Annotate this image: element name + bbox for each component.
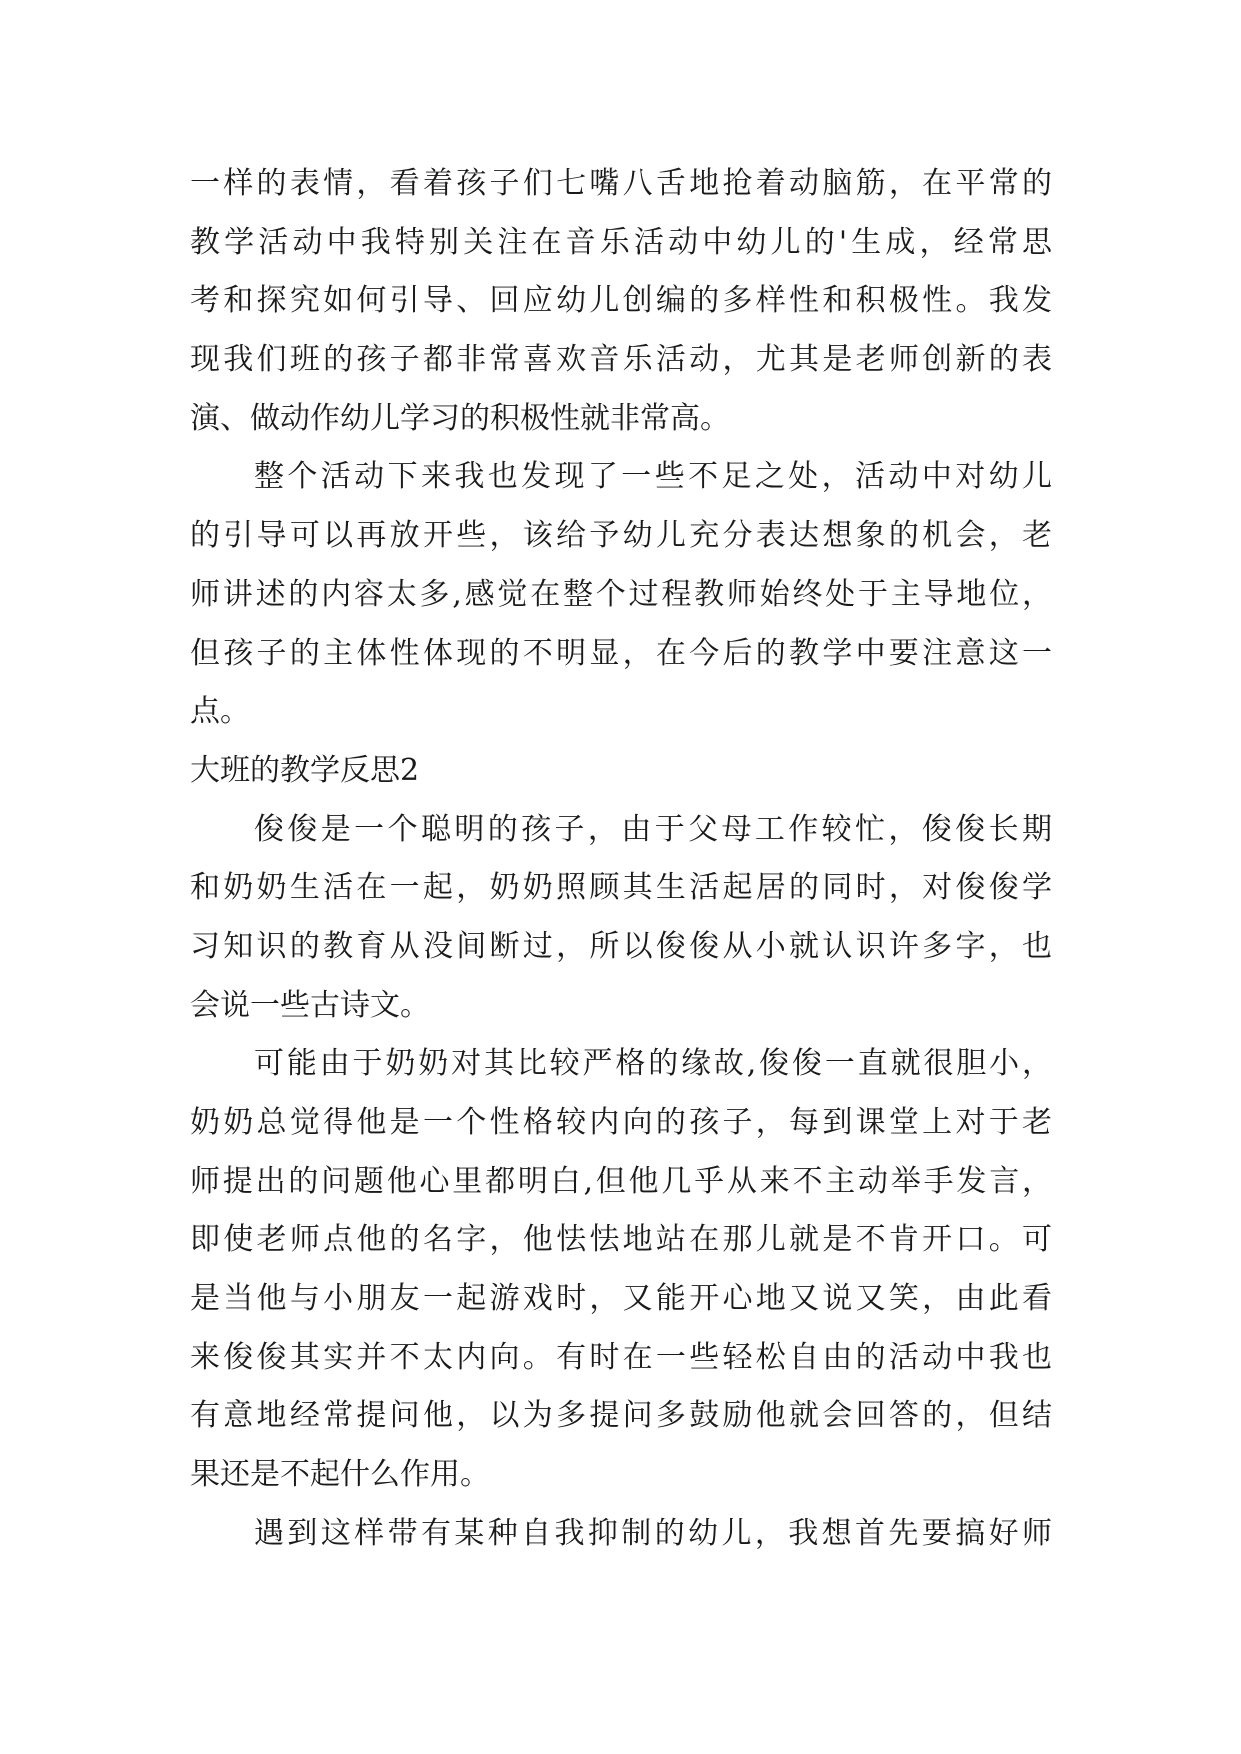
text-line: 一样的表情，看着孩子们七嘴八舌地抢着动脑筋，在平常的 [190,166,1052,201]
text-line: 奶奶总觉得他是一个性格较内向的孩子，每到课堂上对于老 [190,1105,1052,1140]
text-line: 可能由于奶奶对其比较严格的缘故,俊俊一直就很胆小， [254,1046,1052,1082]
text-line: 整个活动下来我也发现了一些不足之处，活动中对幼儿 [254,459,1052,495]
section-heading: 大班的教学反思2 [190,752,420,788]
document-body [190,155,1052,1564]
text-line: 现我们班的孩子都非常喜欢音乐活动，尤其是老师创新的表 [190,342,1052,378]
text-line: 果还是不起什么作用。 [190,1457,490,1493]
text-line: 考和探究如何引导、回应幼儿创编的多样性和积极性。我发 [190,283,1052,319]
text-line: 和奶奶生活在一起，奶奶照顾其生活起居的同时，对俊俊学 [190,870,1052,906]
text-line: 师提出的问题他心里都明白,但他几乎从来不主动举手发言， [190,1163,1052,1199]
text-line: 有意地经常提问他，以为多提问多鼓励他就会回答的，但结 [190,1398,1052,1434]
text-line: 来俊俊其实并不太内向。有时在一些轻松自由的活动中我也 [190,1339,1052,1375]
text-line: 习知识的教育从没间断过，所以俊俊从小就认识许多字，也 [190,928,1052,964]
text-line: 教学活动中我特别关注在音乐活动中幼儿的'生成，经常思 [190,224,1052,260]
text-line: 点。 [190,694,250,730]
text-line: 俊俊是一个聪明的孩子，由于父母工作较忙，俊俊长期 [254,811,1052,847]
text-line: 即使老师点他的名字，他怯怯地站在那儿就是不肯开口。可 [190,1222,1052,1258]
text-line: 会说一些古诗文。 [190,987,430,1023]
text-line: 的引导可以再放开些，该给予幼儿充分表达想象的机会，老 [190,518,1052,554]
text-line: 演、做动作幼儿学习的积极性就非常高。 [190,400,730,436]
text-line: 遇到这样带有某种自我抑制的幼儿，我想首先要搞好师 [254,1515,1052,1551]
text-line: 但孩子的主体性体现的不明显，在今后的教学中要注意这一 [190,635,1052,671]
text-line: 师讲述的内容太多,感觉在整个过程教师始终处于主导地位， [190,576,1052,612]
text-line: 是当他与小朋友一起游戏时，又能开心地又说又笑，由此看 [190,1281,1052,1317]
